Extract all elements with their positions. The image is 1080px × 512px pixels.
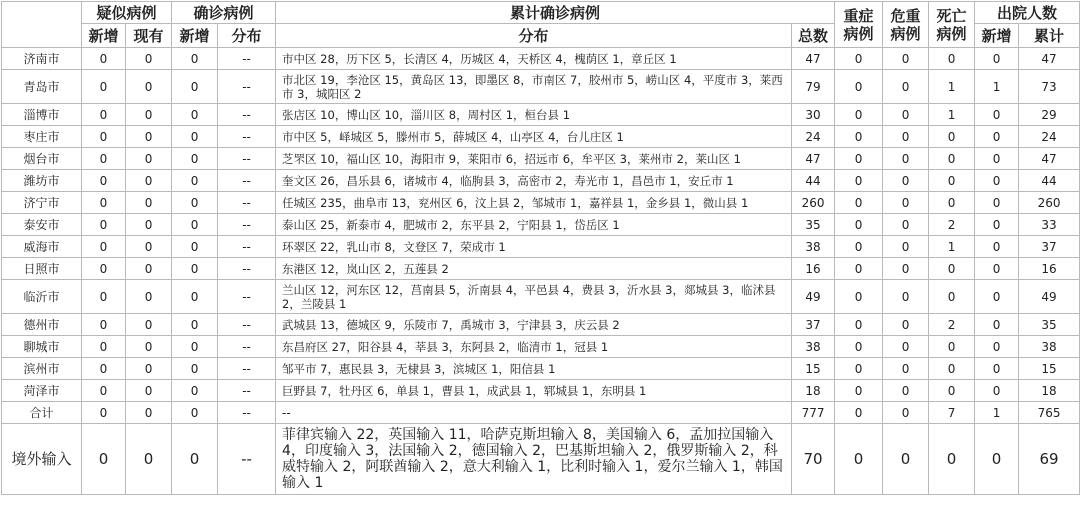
suspected-current-cell: 0 (126, 280, 172, 314)
confirmed-distribution-cell: -- (218, 258, 276, 280)
suspected-new-cell: 0 (82, 148, 126, 170)
city-cell: 菏泽市 (2, 380, 82, 402)
death-cell: 0 (929, 424, 975, 495)
suspected-current-cell: 0 (126, 148, 172, 170)
severe-cell: 0 (835, 214, 883, 236)
discharged-cumulative-cell: 69 (1019, 424, 1080, 495)
severe-cell: 0 (835, 358, 883, 380)
discharged-new-cell: 0 (975, 192, 1019, 214)
severe-cell: 0 (835, 70, 883, 104)
total-cell: 777 (792, 402, 835, 424)
discharged-cumulative-cell: 47 (1019, 148, 1080, 170)
critical-cell: 0 (883, 358, 929, 380)
critical-cell: 0 (883, 314, 929, 336)
city-cell: 滨州市 (2, 358, 82, 380)
critical-cell: 0 (883, 336, 929, 358)
city-cell: 德州市 (2, 314, 82, 336)
critical-cell: 0 (883, 192, 929, 214)
death-cell: 0 (929, 48, 975, 70)
discharged-new-cell: 0 (975, 280, 1019, 314)
confirmed-distribution-header: 分布 (218, 24, 276, 48)
distribution-cell: 市中区 28，历下区 5，长清区 4，历城区 4，天桥区 4，槐荫区 1，章丘区 1 (276, 48, 792, 70)
severe-cell: 0 (835, 280, 883, 314)
discharged-cumulative-cell: 15 (1019, 358, 1080, 380)
total-cell: 260 (792, 192, 835, 214)
table-row (2, 258, 1080, 280)
confirmed-distribution-cell: -- (218, 170, 276, 192)
city-cell: 日照市 (2, 258, 82, 280)
city-cell: 淄博市 (2, 104, 82, 126)
discharged-new-cell: 0 (975, 314, 1019, 336)
suspected-new-cell: 0 (82, 126, 126, 148)
discharged-new-header: 新增 (975, 24, 1019, 48)
table-row (2, 280, 1080, 314)
discharged-cumulative-cell: 49 (1019, 280, 1080, 314)
confirmed-distribution-cell: -- (218, 314, 276, 336)
city-cell: 合计 (2, 402, 82, 424)
table-row (2, 148, 1080, 170)
confirmed-distribution-cell: -- (218, 214, 276, 236)
confirmed-distribution-cell: -- (218, 48, 276, 70)
discharged-new-cell: 0 (975, 336, 1019, 358)
suspected-current-cell: 0 (126, 214, 172, 236)
suspected-new-cell: 0 (82, 236, 126, 258)
table-row (2, 70, 1080, 104)
suspected-current-cell: 0 (126, 70, 172, 104)
critical-cell: 0 (883, 214, 929, 236)
severe-cell: 0 (835, 126, 883, 148)
confirmed-new-cell: 0 (172, 358, 218, 380)
distribution-cell: 张店区 10，博山区 10，淄川区 8，周村区 1，桓台县 1 (276, 104, 792, 126)
critical-cell: 0 (883, 104, 929, 126)
table-row (2, 358, 1080, 380)
critical-cell: 0 (883, 380, 929, 402)
total-cell: 70 (792, 424, 835, 495)
total-cell: 38 (792, 336, 835, 358)
death-cell: 1 (929, 104, 975, 126)
discharged-cumulative-cell: 73 (1019, 70, 1080, 104)
suspected-new-cell: 0 (82, 192, 126, 214)
discharged-new-cell: 0 (975, 236, 1019, 258)
death-cell: 0 (929, 170, 975, 192)
suspected-header: 疑似病例 (82, 2, 172, 24)
total-cell: 44 (792, 170, 835, 192)
table-header (2, 2, 1080, 48)
confirmed-new-cell: 0 (172, 48, 218, 70)
distribution-cell: 芝罘区 10，福山区 10，海阳市 9，莱阳市 6，招远市 6，牟平区 3，莱州市 2，莱山区 1 (276, 148, 792, 170)
table-row (2, 214, 1080, 236)
suspected-new-cell: 0 (82, 258, 126, 280)
suspected-current-cell: 0 (126, 258, 172, 280)
confirmed-distribution-cell: -- (218, 126, 276, 148)
severe-cell: 0 (835, 170, 883, 192)
total-cell: 30 (792, 104, 835, 126)
confirmed-new-cell: 0 (172, 170, 218, 192)
confirmed-distribution-cell: -- (218, 280, 276, 314)
death-cell: 0 (929, 280, 975, 314)
discharged-header: 出院人数 (975, 2, 1080, 24)
confirmed-new-cell: 0 (172, 424, 218, 495)
critical-cell: 0 (883, 280, 929, 314)
city-cell: 枣庄市 (2, 126, 82, 148)
discharged-cumulative-cell: 35 (1019, 314, 1080, 336)
suspected-new-cell: 0 (82, 402, 126, 424)
total-row (2, 402, 1080, 424)
city-header (2, 2, 82, 48)
confirmed-new-cell: 0 (172, 336, 218, 358)
death-cell: 0 (929, 192, 975, 214)
discharged-cumulative-cell: 24 (1019, 126, 1080, 148)
discharged-new-cell: 0 (975, 148, 1019, 170)
critical-cell: 0 (883, 424, 929, 495)
table-row (2, 48, 1080, 70)
severe-cell: 0 (835, 380, 883, 402)
discharged-cumulative-cell: 29 (1019, 104, 1080, 126)
critical-cell: 0 (883, 148, 929, 170)
critical-cell: 0 (883, 402, 929, 424)
distribution-cell: 东昌府区 27，阳谷县 4，莘县 3，东阿县 2，临清市 1，冠县 1 (276, 336, 792, 358)
discharged-new-cell: 0 (975, 214, 1019, 236)
discharged-cumulative-cell: 38 (1019, 336, 1080, 358)
death-cell: 0 (929, 258, 975, 280)
table-row (2, 104, 1080, 126)
confirmed-distribution-cell: -- (218, 358, 276, 380)
death-header: 死亡 病例 (929, 2, 975, 48)
death-cell: 0 (929, 380, 975, 402)
confirmed-distribution-cell: -- (218, 192, 276, 214)
death-cell: 0 (929, 358, 975, 380)
distribution-cell: 奎文区 26，昌乐县 6，诸城市 4，临朐县 3，高密市 2，寿光市 1，昌邑市 1，安丘市 1 (276, 170, 792, 192)
city-cell: 济宁市 (2, 192, 82, 214)
discharged-cumulative-cell: 16 (1019, 258, 1080, 280)
suspected-current-cell: 0 (126, 358, 172, 380)
suspected-current-cell: 0 (126, 424, 172, 495)
critical-header: 危重 病例 (883, 2, 929, 48)
distribution-cell: 环翠区 22，乳山市 8，文登区 7，荣成市 1 (276, 236, 792, 258)
table-row (2, 192, 1080, 214)
distribution-cell: 兰山区 12，河东区 12，莒南县 5，沂南县 4，平邑县 4，费县 3，沂水县 3，郯城县 3，临沭县 2，兰陵县 1 (276, 280, 792, 314)
severe-cell: 0 (835, 336, 883, 358)
suspected-new-cell: 0 (82, 358, 126, 380)
confirmed-new-cell: 0 (172, 314, 218, 336)
discharged-new-cell: 0 (975, 48, 1019, 70)
cumulative-header: 累计确诊病例 (276, 2, 835, 24)
total-cell: 47 (792, 48, 835, 70)
confirmed-new-cell: 0 (172, 192, 218, 214)
confirmed-distribution-cell: -- (218, 148, 276, 170)
discharged-new-cell: 0 (975, 104, 1019, 126)
city-cell: 威海市 (2, 236, 82, 258)
suspected-new-cell: 0 (82, 380, 126, 402)
discharged-new-cell: 0 (975, 258, 1019, 280)
critical-cell: 0 (883, 70, 929, 104)
city-cell: 青岛市 (2, 70, 82, 104)
suspected-new-cell: 0 (82, 48, 126, 70)
confirmed-distribution-cell: -- (218, 336, 276, 358)
city-cell: 临沂市 (2, 280, 82, 314)
discharged-cumulative-cell: 37 (1019, 236, 1080, 258)
table-row (2, 236, 1080, 258)
discharged-new-cell: 1 (975, 70, 1019, 104)
confirmed-new-cell: 0 (172, 126, 218, 148)
severe-cell: 0 (835, 314, 883, 336)
distribution-cell: 市中区 5，峄城区 5，滕州市 5，薛城区 4，山亭区 4，台儿庄区 1 (276, 126, 792, 148)
table-row (2, 380, 1080, 402)
severe-header: 重症 病例 (835, 2, 883, 48)
suspected-current-cell: 0 (126, 380, 172, 402)
suspected-current-cell: 0 (126, 336, 172, 358)
death-cell: 1 (929, 236, 975, 258)
confirmed-distribution-cell: -- (218, 70, 276, 104)
discharged-new-cell: 0 (975, 170, 1019, 192)
suspected-new-cell: 0 (82, 70, 126, 104)
confirmed-distribution-cell: -- (218, 236, 276, 258)
total-cell: 38 (792, 236, 835, 258)
confirmed-new-cell: 0 (172, 214, 218, 236)
confirmed-new-cell: 0 (172, 70, 218, 104)
confirmed-header: 确诊病例 (172, 2, 276, 24)
death-cell: 0 (929, 126, 975, 148)
suspected-current-cell: 0 (126, 236, 172, 258)
death-cell: 7 (929, 402, 975, 424)
cumulative-total-header: 总数 (792, 24, 835, 48)
confirmed-new-cell: 0 (172, 380, 218, 402)
suspected-current-cell: 0 (126, 170, 172, 192)
discharged-cumulative-cell: 18 (1019, 380, 1080, 402)
distribution-cell: 任城区 235，曲阜市 13，兖州区 6，汶上县 2，邹城市 1，嘉祥县 1，金乡县 1，微山县 1 (276, 192, 792, 214)
table-row (2, 314, 1080, 336)
suspected-new-header: 新增 (82, 24, 126, 48)
total-cell: 18 (792, 380, 835, 402)
table-body (2, 48, 1080, 495)
suspected-current-cell: 0 (126, 402, 172, 424)
discharged-cumulative-cell: 33 (1019, 214, 1080, 236)
total-cell: 47 (792, 148, 835, 170)
severe-cell: 0 (835, 192, 883, 214)
suspected-new-cell: 0 (82, 214, 126, 236)
suspected-new-cell: 0 (82, 336, 126, 358)
discharged-cumulative-header: 累计 (1019, 24, 1080, 48)
suspected-current-cell: 0 (126, 192, 172, 214)
city-cell: 烟台市 (2, 148, 82, 170)
confirmed-distribution-cell: -- (218, 402, 276, 424)
severe-cell: 0 (835, 236, 883, 258)
distribution-cell: 市北区 19，李沧区 15，黄岛区 13，即墨区 8，市南区 7，胶州市 5，崂山区 4，平度市 3，莱西市 3，城阳区 2 (276, 70, 792, 104)
total-cell: 15 (792, 358, 835, 380)
total-cell: 16 (792, 258, 835, 280)
suspected-current-cell: 0 (126, 126, 172, 148)
severe-cell: 0 (835, 424, 883, 495)
suspected-new-cell: 0 (82, 104, 126, 126)
suspected-current-cell: 0 (126, 314, 172, 336)
city-cell: 聊城市 (2, 336, 82, 358)
confirmed-new-cell: 0 (172, 280, 218, 314)
critical-cell: 0 (883, 48, 929, 70)
distribution-cell: -- (276, 402, 792, 424)
discharged-cumulative-cell: 765 (1019, 402, 1080, 424)
discharged-new-cell: 0 (975, 358, 1019, 380)
table-row (2, 336, 1080, 358)
distribution-cell: 邹平市 7，惠民县 3，无棣县 3，滨城区 1，阳信县 1 (276, 358, 792, 380)
confirmed-new-cell: 0 (172, 104, 218, 126)
total-cell: 49 (792, 280, 835, 314)
city-cell: 潍坊市 (2, 170, 82, 192)
total-cell: 79 (792, 70, 835, 104)
critical-cell: 0 (883, 126, 929, 148)
critical-cell: 0 (883, 258, 929, 280)
table-row (2, 126, 1080, 148)
confirmed-new-cell: 0 (172, 148, 218, 170)
critical-cell: 0 (883, 170, 929, 192)
discharged-new-cell: 0 (975, 126, 1019, 148)
suspected-new-cell: 0 (82, 424, 126, 495)
total-cell: 35 (792, 214, 835, 236)
severe-cell: 0 (835, 402, 883, 424)
cumulative-distribution-header: 分布 (276, 24, 792, 48)
discharged-cumulative-cell: 47 (1019, 48, 1080, 70)
city-cell: 济南市 (2, 48, 82, 70)
confirmed-new-cell: 0 (172, 258, 218, 280)
discharged-new-cell: 1 (975, 402, 1019, 424)
confirmed-distribution-cell: -- (218, 424, 276, 495)
distribution-cell: 泰山区 25，新泰市 4，肥城市 2，东平县 2，宁阳县 1，岱岳区 1 (276, 214, 792, 236)
distribution-cell: 巨野县 7，牡丹区 6，单县 1，曹县 1，成武县 1，郓城县 1，东明县 1 (276, 380, 792, 402)
confirmed-new-cell: 0 (172, 402, 218, 424)
critical-cell: 0 (883, 236, 929, 258)
distribution-cell: 武城县 13，德城区 9，乐陵市 7，禹城市 3，宁津县 3，庆云县 2 (276, 314, 792, 336)
distribution-cell: 东港区 12，岚山区 2，五莲县 2 (276, 258, 792, 280)
total-cell: 37 (792, 314, 835, 336)
epidemic-table (1, 1, 1080, 495)
death-cell: 0 (929, 148, 975, 170)
suspected-new-cell: 0 (82, 314, 126, 336)
suspected-new-cell: 0 (82, 280, 126, 314)
city-cell: 境外输入 (2, 424, 82, 495)
suspected-current-header: 现有 (126, 24, 172, 48)
death-cell: 0 (929, 336, 975, 358)
confirmed-distribution-cell: -- (218, 380, 276, 402)
discharged-new-cell: 0 (975, 424, 1019, 495)
distribution-cell: 菲律宾输入 22，英国输入 11，哈萨克斯坦输入 8，美国输入 6，孟加拉国输入 4，印度输入 3，法国输入 2，德国输入 2，巴基斯坦输入 2，俄罗斯输入 2，科威特输入 2，阿联酋输入 2，意大利输入 1，比利时输入 1，爱尔兰输入 1，韩国输入 1 (276, 424, 792, 495)
death-cell: 2 (929, 214, 975, 236)
severe-cell: 0 (835, 258, 883, 280)
death-cell: 2 (929, 314, 975, 336)
suspected-current-cell: 0 (126, 48, 172, 70)
suspected-new-cell: 0 (82, 170, 126, 192)
discharged-new-cell: 0 (975, 380, 1019, 402)
discharged-cumulative-cell: 44 (1019, 170, 1080, 192)
severe-cell: 0 (835, 48, 883, 70)
severe-cell: 0 (835, 148, 883, 170)
confirmed-new-header: 新增 (172, 24, 218, 48)
city-cell: 泰安市 (2, 214, 82, 236)
table-row (2, 170, 1080, 192)
suspected-current-cell: 0 (126, 104, 172, 126)
discharged-cumulative-cell: 260 (1019, 192, 1080, 214)
confirmed-distribution-cell: -- (218, 104, 276, 126)
foreign-row (2, 424, 1080, 495)
confirmed-new-cell: 0 (172, 236, 218, 258)
severe-cell: 0 (835, 104, 883, 126)
total-cell: 24 (792, 126, 835, 148)
death-cell: 1 (929, 70, 975, 104)
